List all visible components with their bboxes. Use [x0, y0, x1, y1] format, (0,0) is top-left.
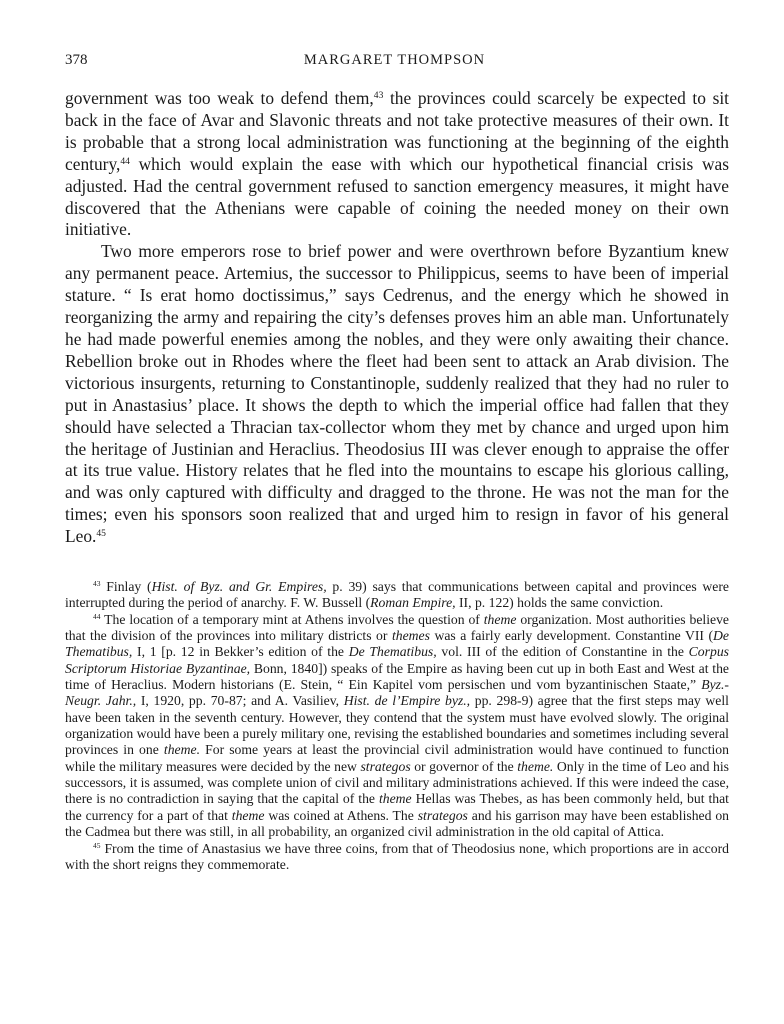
footnote-43: [65, 579, 729, 612]
footnote-title: Roman Empire,: [370, 595, 456, 611]
footnote-italic: theme.: [163, 742, 201, 758]
footnote-text: was coined at Athens. The: [264, 807, 418, 823]
footnote-text: From the time of Anastasius we have three coins, from that of Theodosius none, which proportions are in accord with the short reigns they commemorate.: [65, 840, 729, 872]
footnote-text: and his garrison may have been established on the Cadmea but there was still, in all probability, an organized civil administration in the old capital of Attica.: [65, 807, 730, 840]
main-text: [65, 88, 729, 548]
footnotes: [65, 579, 729, 873]
footnote-text: was a fairly early development. Constantine VII (: [429, 628, 714, 644]
footnote-44: [65, 612, 729, 841]
paragraph-1-part-b: the provinces could scarcely be expected to sit back in the face of Avar and Slavonic threats and not take protective measures of their own. It is probable that a strong local administration was functioning at the beginning of the eighth century,: [65, 88, 730, 174]
paragraph-1-part-a: government was too weak to defend them,: [65, 88, 374, 108]
footnote-title: Hist. de l’Empire byz.,: [343, 693, 471, 709]
footnote-text: The location of a temporary mint at Athens involves the question of: [100, 611, 484, 627]
footnote-text: Only in the time of Leo and his successors, it is assumed, was complete union of civil and military administrations achieved. If this were indeed the case, there is no contradiction in saying that the capital of the: [65, 758, 729, 807]
footnote-title: De Thematibus,: [65, 628, 729, 660]
footnote-italic: theme: [378, 791, 412, 807]
footnote-ref-44[interactable]: 44: [120, 155, 130, 167]
paragraph-2-text: Two more emperors rose to brief power and were overthrown before Byzantium knew any permanent peace. Artemius, the successor to Philippicus, seems to have been of imperial stature. “ Is erat homo doctissimus,” says Cedrenus, and the energy which he showed in reorganizing the army and repairing the city’s defenses proves him an able man. Unfortunately he had made powerful enemies among the nobles, and they were only awaiting their chance. Rebellion broke out in Rhodes where the fleet had been sent to attack an Arab division. The victorious insurgents, returning to Constantinople, suddenly realized that they had no ruler to put in Anastasius’ place. It shows the depth to which the imperial office had fallen that they should have selected a Thracian tax-collector whom they met by chance and urged upon him the heritage of Justinian and Heraclius. Theodosius III was clever enough to appraise the offer at its true value. History relates that he fled into the mountains to escape his glorious calling, and was only captured with difficulty and dragged to the throne. He was not the man for the times; even his sponsors soon realized that and urged him to resign in favor of his general Leo.: [65, 241, 729, 547]
footnote-text: organization. Most authorities believe that the division of the provinces into military districts or: [65, 611, 729, 644]
page-header: [65, 52, 724, 74]
footnote-italic: themes: [391, 628, 430, 644]
footnote-ref-45[interactable]: 45: [96, 527, 106, 539]
paragraph-1-part-c: which would explain the ease with which our hypothetical financial crisis was adjusted. Had the central government refused to sanction emergency measures, it might have discovered that the Athenians were capable of coining the needed money on their own initiative.: [65, 153, 729, 240]
footnote-italic: strategos: [360, 758, 411, 774]
footnote-text: vol. III of the edition of Constantine in the: [436, 644, 689, 660]
footnote-text: I, 1 [p. 12 in Bekker’s edition of the: [132, 644, 349, 660]
paragraph-2: [65, 241, 729, 548]
footnote-italic: theme: [483, 611, 517, 627]
footnote-title: Corpus Scriptorum Historiae Byzantinae,: [65, 644, 729, 676]
footnote-italic: strategos: [417, 807, 468, 823]
footnote-text: Finlay (: [100, 579, 152, 594]
footnote-text: p. 39) says that communications between capital and provinces were interrupted during the period of anarchy. F. W. Bussell (: [65, 579, 730, 611]
footnote-text: pp. 298-9) agree that the first steps may well have been taken in the seventh century. However, they contend that the system must have evolved slowly. The original organization would have been a purely military one, revising the established boundaries and sometimes including several provinces in one: [65, 693, 729, 758]
footnote-number: 44: [93, 611, 101, 621]
footnote-number: 45: [93, 840, 101, 850]
footnote-title: Hist. of Byz. and Gr. Empires,: [151, 579, 327, 594]
footnote-45: [65, 841, 729, 874]
footnote-title: De Thematibus,: [348, 644, 437, 660]
footnote-number: 43: [93, 579, 101, 589]
footnote-italic: theme.: [517, 758, 554, 774]
footnote-text: II, p. 122) holds the same conviction.: [455, 595, 664, 611]
footnote-text: or governor of the: [410, 758, 518, 774]
footnote-text: For some years at least the provincial civil administration would have continued to function while the military measures were decided by the new: [65, 742, 729, 774]
footnote-title: Byz.-Neugr. Jahr.,: [65, 677, 729, 709]
footnote-ref-43[interactable]: 43: [373, 89, 384, 101]
footnote-text: I, 1920, pp. 70-87; and A. Vasiliev,: [136, 693, 344, 709]
footnote-text: Hellas was Thebes, as has been commonly held, but that the currency for a part of that: [65, 791, 729, 823]
page-number: 378: [65, 52, 88, 68]
running-head: MARGARET THOMPSON: [303, 52, 486, 68]
footnote-text: Bonn, 1840]) speaks of the Empire as having been cut up in both East and West at the time of Heraclius. Modern historians (E. Stein, “ Ein Kapitel vom persischen und vom byzantinischen Staate,”: [65, 660, 729, 693]
paragraph-1: [65, 88, 729, 241]
footnote-italic: theme: [231, 807, 265, 823]
